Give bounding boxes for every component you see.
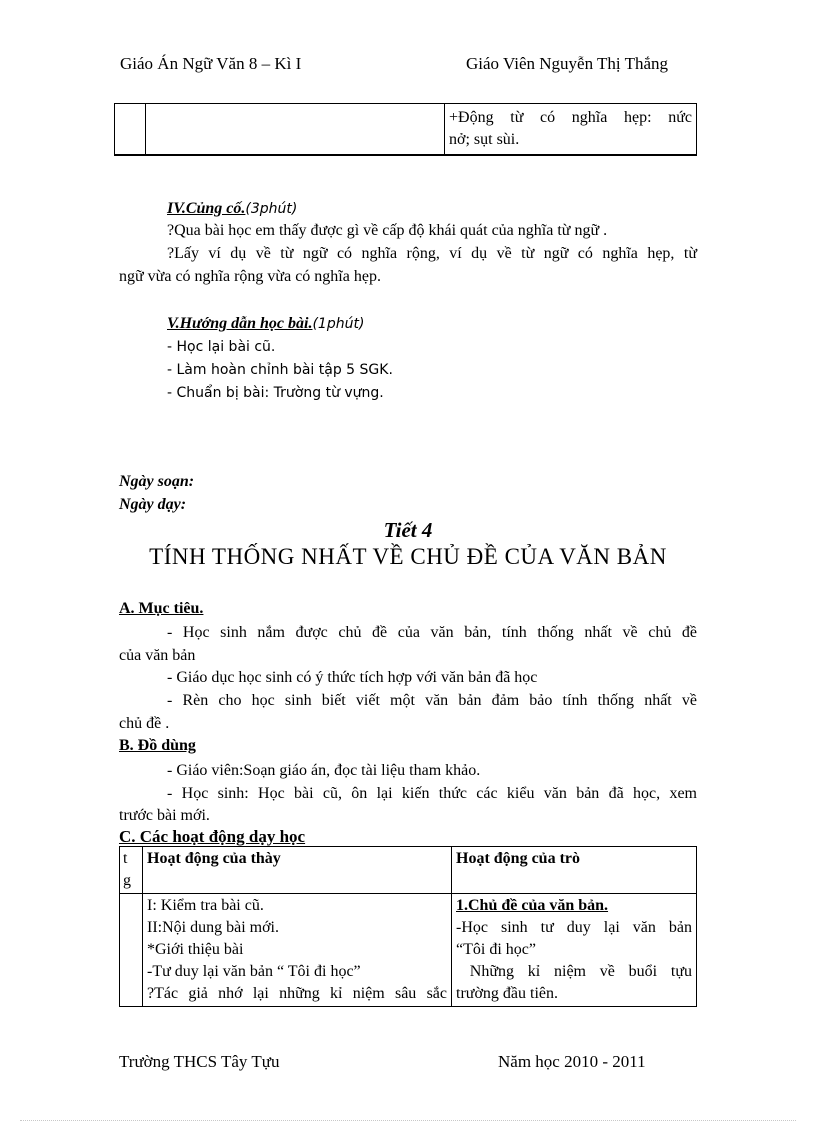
section-iv-q2-line2: ngữ vừa có nghĩa rộng vừa có nghĩa hẹp. [119,268,381,285]
table-header-cell [120,847,143,894]
section-b-p2-line2: trước bài mới. [119,807,210,824]
cell-line: nở; sụt sùi. [449,131,520,148]
page-bottom-divider [20,1120,796,1121]
section-iv-heading [167,198,297,220]
table-cell [452,894,697,1007]
date-soan: Ngày soạn: [119,473,195,490]
section-iv-q2-line1: ?Lấy ví dụ về từ ngữ có nghĩa rộng, ví dụ về từ ngữ có nghĩa hẹp, từ [167,245,697,262]
continuation-table [114,103,697,156]
section-v-time: (1phút) [312,316,365,332]
section-v-title: V.Hướng dẫn học bài. [167,315,313,332]
date-day: Ngày dạy: [119,496,187,513]
lesson-number: Tiết 4 [383,518,433,542]
thay-line: ?Tác giả nhớ lại những kỉ niệm sâu sắc [147,985,447,1002]
section-iv-title: IV.Củng cố. [167,200,246,217]
header-left: Giáo Án Ngữ Văn 8 – Kì I [120,54,302,73]
thay-line: II:Nội dung bài mới. [147,919,279,936]
section-a-p3-line2: chủ đề . [119,715,170,732]
table-cell [115,104,146,156]
lesson-title: TÍNH THỐNG NHẤT VỀ CHỦ ĐỀ CỦA VĂN BẢN [149,544,667,569]
section-v-heading [167,313,364,335]
section-iv-q1: ?Qua bài học em thấy được gì về cấp độ khái quát của nghĩa từ ngữ . [167,222,608,239]
activity-table [119,846,697,1007]
section-iv-time: (3phút) [245,201,298,217]
cell-line: +Động từ có nghĩa hẹp: nức [449,109,692,126]
tro-line: “Tôi đi học” [456,941,536,958]
tro-line: trường đầu tiên. [456,985,558,1002]
table-header-row [120,847,697,894]
table-cell [143,894,452,1007]
tg-line: t [123,850,128,867]
section-a-p1-line2: của văn bản [119,647,196,664]
thay-line: -Tư duy lại văn bản “ Tôi đi học” [147,963,361,980]
table-cell [120,894,143,1007]
section-b-heading: B. Đồ dùng [119,737,196,754]
table-header-cell: Hoạt động của trò [452,847,697,894]
section-a-p3-line1: - Rèn cho học sinh biết viết một văn bản đảm bảo tính thống nhất về [167,692,697,709]
section-c-heading: C. Các hoạt động dạy học [119,827,306,846]
tro-heading: 1.Chủ đề của văn bản. [456,897,609,914]
section-b-p2-line1: - Học sinh: Học bài cũ, ôn lại kiến thức các kiểu văn bản đã học, xem [167,785,697,802]
section-b-p1: - Giáo viên:Soạn giáo án, đọc tài liệu tham khảo. [167,762,481,779]
section-a-p2: - Giáo dục học sinh có ý thức tích hợp với văn bản đã học [167,669,538,686]
tro-line: Những kỉ niệm về buổi tựu [456,963,692,980]
table-row [120,894,697,1007]
section-v-item: - Chuẩn bị bài: Trường từ vựng. [167,385,384,401]
thay-line: *Giới thiệu bài [147,941,244,958]
header-right: Giáo Viên Nguyễn Thị Thắng [466,54,669,73]
table-cell [146,104,445,156]
section-a-heading: A. Mục tiêu. [119,600,204,617]
footer-right: Năm học 2010 - 2011 [498,1052,646,1071]
table-cell [445,104,697,156]
footer-left: Trường THCS Tây Tựu [119,1052,280,1071]
tg-line: g [123,872,131,889]
section-v-item: - Học lại bài cũ. [167,339,276,355]
table-header-cell: Hoạt động của thày [143,847,452,894]
section-a-p1-line1: - Học sinh nắm được chủ đề của văn bản, tính thống nhất về chủ đề [167,624,697,641]
tro-line: -Học sinh tư duy lại văn bản [456,919,692,936]
thay-line: I: Kiểm tra bài cũ. [147,897,264,914]
section-v-item: - Làm hoàn chỉnh bài tập 5 SGK. [167,362,393,378]
